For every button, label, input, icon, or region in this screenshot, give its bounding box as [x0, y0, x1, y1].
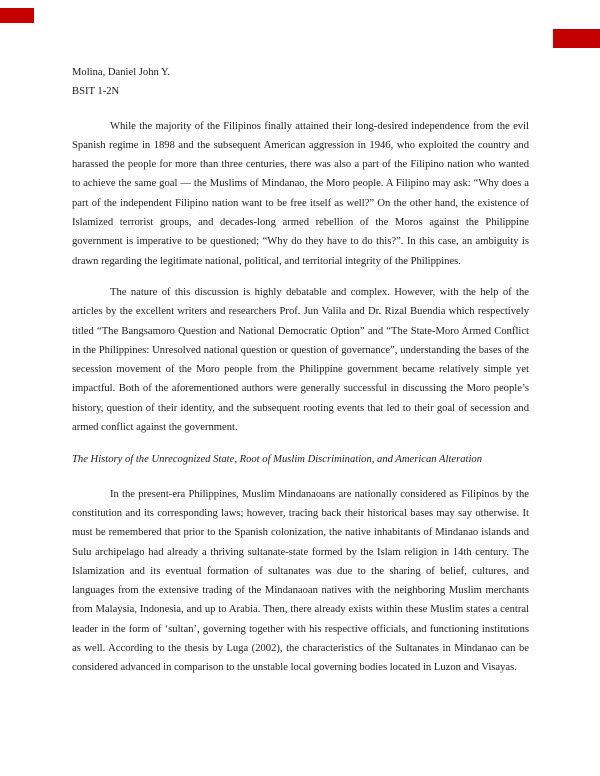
- red-accent-right: [553, 29, 600, 48]
- paragraph-discussion: The nature of this discussion is highly debatable and complex. However, with the help of the articles by the excellent writers and researchers Prof. Jun Valila and Dr. Rizal Buendia which respectively titled “The Bangsamoro Question and National Democratic Option” and “The State-Moro Armed Conflict in the Philippines: Unresolved national question or question of governance”, understanding the bases of the secession movement of the Moro people from the Philippine government became relatively simple yet impactful. Both of the aforementioned authors were generally successful in discussing the Moro people’s history, question of their identity, and the subsequent rooting events that led to their goal of secession and armed conflict against the government.: [72, 286, 529, 434]
- paragraph-intro: While the majority of the Filipinos finally attained their long-desired independence from the evil Spanish regime in 1898 and the subsequent American aggression in 1946, who exploited the country and harassed the people for more than three centuries, there was also a part of the Filipino nation who wanted to achieve the same goal — the Muslims of Mindanao, the Moro people. A Filipino may ask: “Why does a part of the independent Filipino nation want to be free itself as well?” On the other hand, the existence of Islamized terrorist groups, and decades-long armed rebellion of the Moros against the Philippine government is imperative to be questioned; “Why do they have to do this?”. In this case, an ambiguity is drawn regarding the legitimate national, political, and territorial integrity of the Philippines.: [72, 120, 529, 267]
- red-accent-left: [0, 8, 34, 23]
- document-body: [72, 63, 529, 690]
- paragraph-history: In the present-era Philippines, Muslim Mindanaoans are nationally considered as Filipinos by the constitution and its corresponding laws; however, tracing back their historical bases may say otherwise. It must be remembered that prior to the Spanish colonization, the native inhabitants of Mindanao islands and Sulu archipelago had already a thriving sultanate-state formed by the Islam religion in 14th century. The Islamization and its eventual formation of sultanates was due to the sharing of belief, cultures, and languages from the extensive trading of the Mindanaoan natives with the neighboring Muslim merchants from Malaysia, Indonesia, and up to Arabia. Then, there already exists within these Muslim states a central leader in the form of ‘sultan’, governing together with his respective officials, and functioning institutions as well. According to the thesis by Luga (2002), the characteristics of the Sultanates in Mindanao can be considered advanced in comparison to the unstable local governing bodies located in Luzon and Visayas.: [72, 488, 529, 674]
- author-name: Molina, Daniel John Y.: [72, 67, 170, 78]
- author-class: BSIT 1-2N: [72, 86, 120, 98]
- section-heading: The History of the Unrecognized State, Root of Muslim Discrimination, and American Alteration: [72, 454, 482, 466]
